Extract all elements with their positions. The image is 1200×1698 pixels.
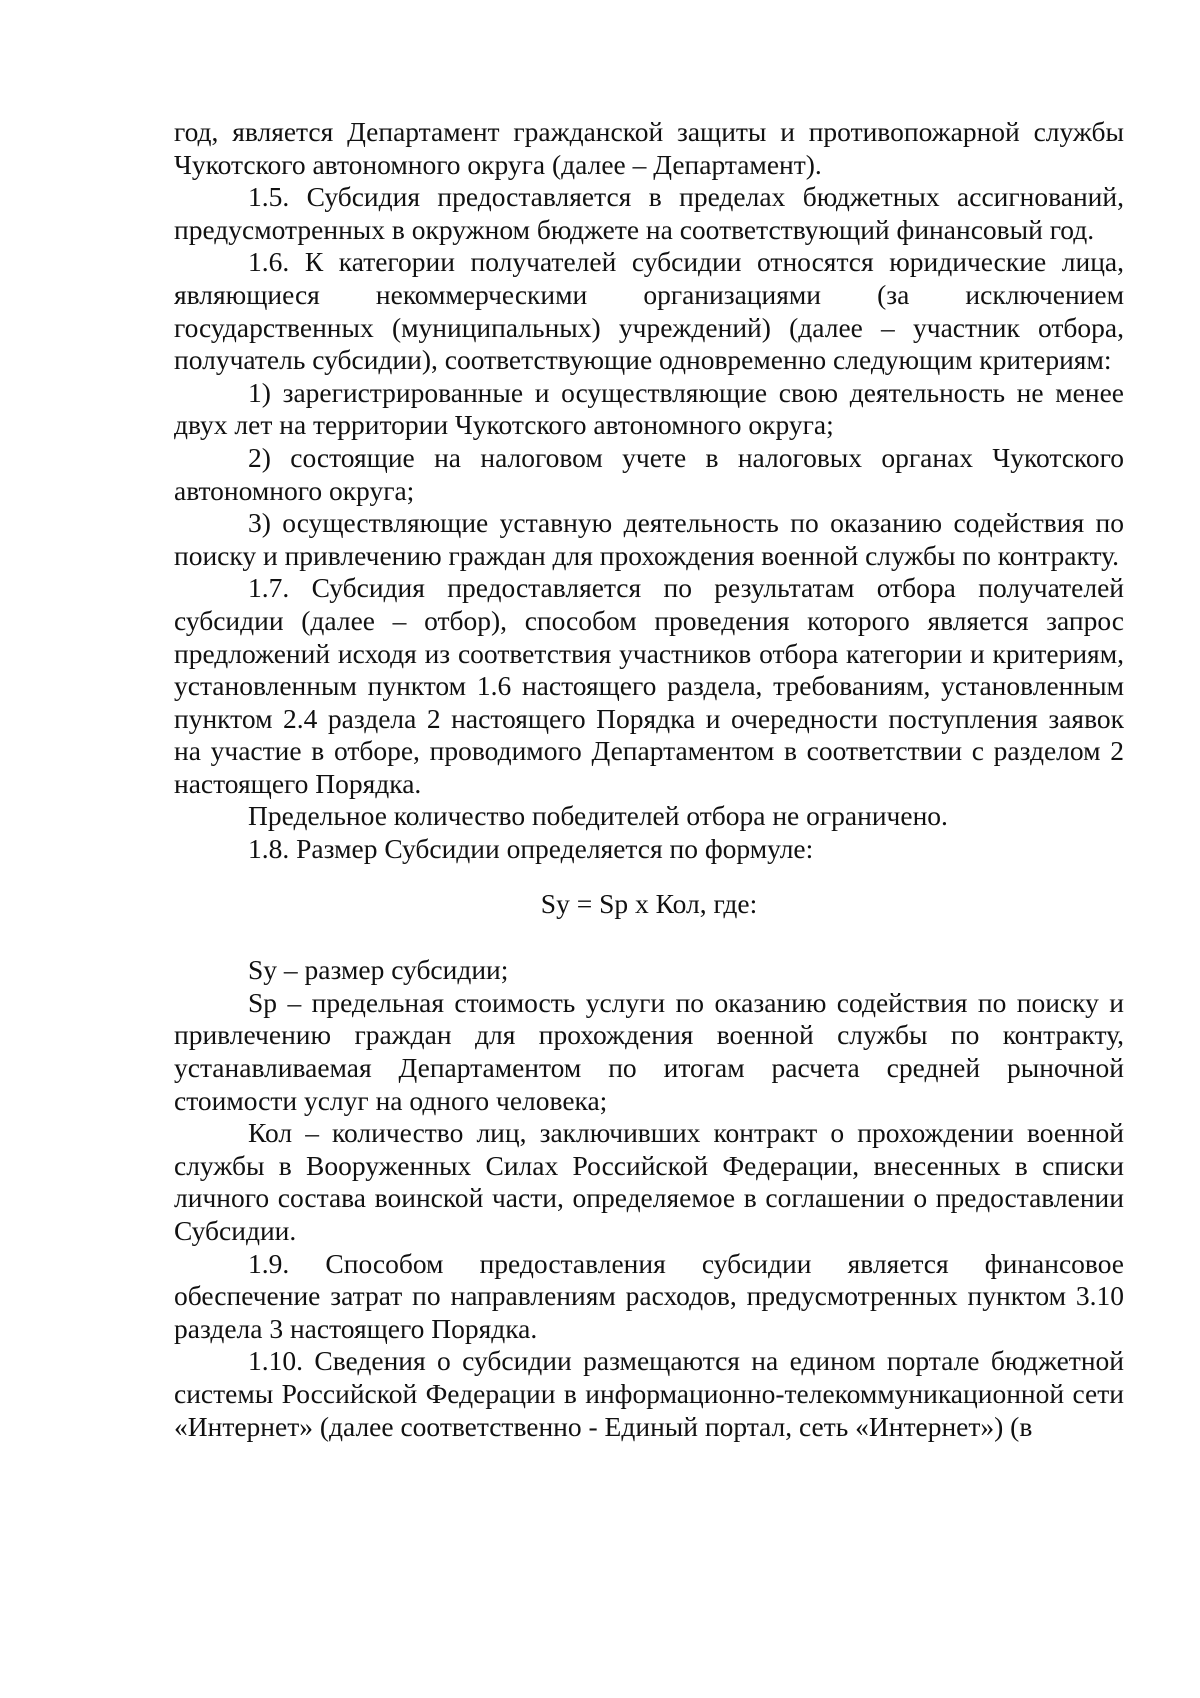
- paragraph-1-8: 1.8. Размер Субсидии определяется по формуле:: [248, 833, 814, 865]
- definition-kol: Кол – количество лиц, заключивших контракт о прохождении военной службы в Вооруженных Силах Российской Федерации, внесенных в списки личного состава воинской части, определяемое в соглашении о предоставлении Субсидии.: [174, 1117, 1124, 1246]
- paragraph-1-10: 1.10. Сведения о субсидии размещаются на едином портале бюджетной системы Российской Федерации в информационно-телекоммуникационной сети «Интернет» (далее соответственно - Единый портал, сеть «Интернет») (в: [174, 1345, 1124, 1442]
- paragraph-department: год, является Департамент гражданской защиты и противопожарной службы Чукотского автономного округа (далее – Департамент).: [174, 116, 1124, 180]
- criterion-3: 3) осуществляющие уставную деятельность по оказанию содействия по поиску и привлечению граждан для прохождения военной службы по контракту.: [174, 507, 1124, 571]
- paragraph-1-7: 1.7. Субсидия предоставляется по результатам отбора получателей субсидии (далее – отбор), способом проведения которого является запрос предложений исходя из соответствия участников отбора категории и критериям, установленным пунктом 1.6 настоящего раздела, требованиям, установленным пунктом 2.4 раздела 2 настоящего Порядка и очередности поступления заявок на участие в отборе, проводимого Департаментом в соответствии с разделом 2 настоящего Порядка.: [174, 572, 1124, 799]
- paragraph-1-9: 1.9. Способом предоставления субсидии является финансовое обеспечение затрат по направлениям расходов, предусмотренных пунктом 3.10 раздела 3 настоящего Порядка.: [174, 1247, 1124, 1344]
- paragraph-1-6: 1.6. К категории получателей субсидии относятся юридические лица, являющиеся некоммерческими организациями (за исключением государственных (муниципальных) учреждений) (далее – участник отбора, получатель субсидии), соответствующие одновременно следующим критериям:: [174, 246, 1124, 376]
- criterion-1: 1) зарегистрированные и осуществляющие свою деятельность не менее двух лет на территории Чукотского автономного округа;: [174, 376, 1124, 441]
- subsidy-formula: Sy = Sp x Кол, где:: [540, 887, 758, 919]
- definition-sy: Sy – размер субсидии;: [248, 954, 509, 986]
- criterion-2: 2) состоящие на налоговом учете в налоговых органах Чукотского автономного округа;: [174, 441, 1124, 506]
- paragraph-winners-limit: Предельное количество победителей отбора не ограничено.: [248, 800, 948, 832]
- definition-sp: Sp – предельная стоимость услуги по оказанию содействия по поиску и привлечению граждан для прохождения военной службы по контракту, устанавливаемая Департаментом по итогам расчета средней рыночной стоимости услуг на одного человека;: [174, 986, 1124, 1116]
- paragraph-1-5: 1.5. Субсидия предоставляется в пределах бюджетных ассигнований, предусмотренных в окружном бюджете на соответствующий финансовый год.: [174, 181, 1124, 245]
- document-page: [174, 116, 1124, 1443]
